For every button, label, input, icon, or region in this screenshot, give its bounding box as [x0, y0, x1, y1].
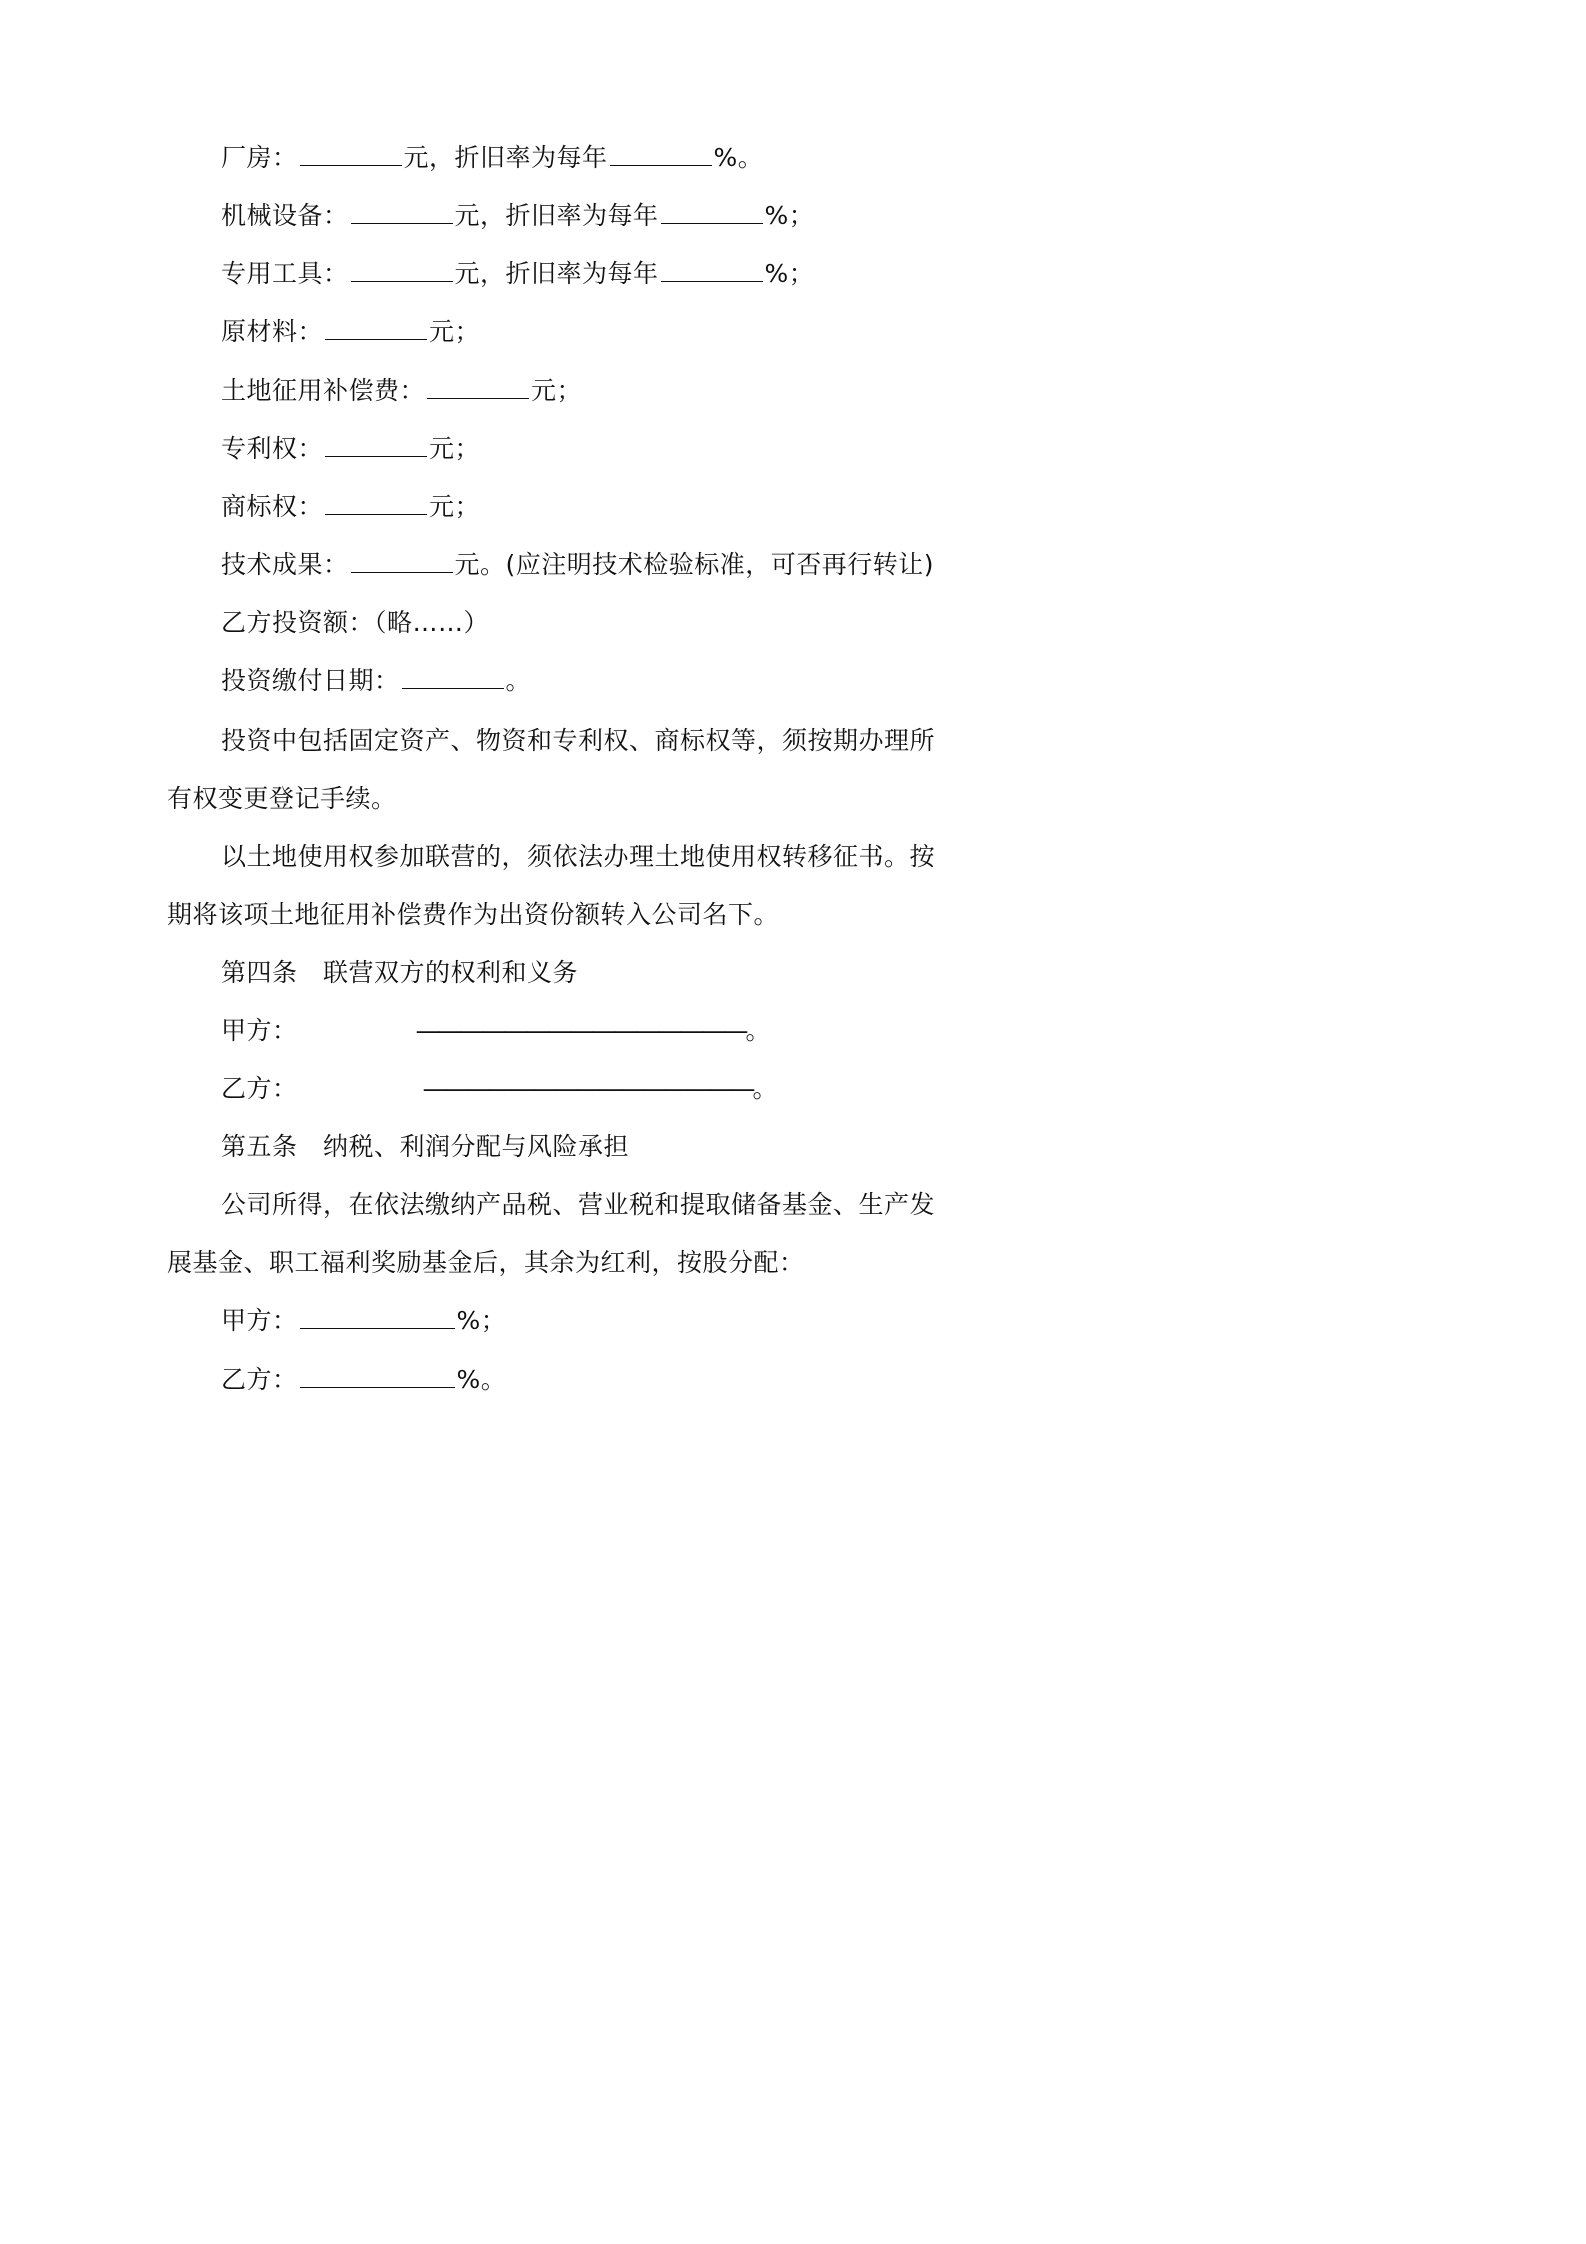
article-4-yifang-dashes: ———————————————	[422, 1074, 753, 1103]
line-gongju	[221, 257, 814, 291]
changfang-rate-blank	[610, 143, 712, 166]
gongju-mid: 元，折旧率为每年	[454, 259, 659, 288]
jiaofu-end: 。	[505, 666, 532, 695]
line-jishu	[221, 548, 934, 582]
tudi-label: 土地征用补偿费：	[221, 376, 426, 405]
paragraph-2-line-1: 以土地使用权参加联营的，须依法办理土地使用权转移征书。按	[221, 842, 936, 871]
changfang-amount-blank	[300, 143, 402, 166]
jixie-label: 机械设备：	[221, 201, 349, 230]
line-tudi	[221, 374, 582, 408]
article-4-yifang-end: 。	[752, 1074, 779, 1103]
jishu-label: 技术成果：	[221, 550, 349, 579]
tudi-amount-blank	[427, 376, 529, 399]
line-yifang-touzi	[221, 606, 489, 640]
article-5-jiafang	[221, 1304, 506, 1338]
gongju-label: 专用工具：	[221, 259, 349, 288]
jixie-rate-blank	[661, 201, 763, 224]
article-4-jiafang-dashes: ———————————————	[415, 1016, 746, 1045]
article-5-para-line-2: 展基金、职工福利奖励基金后，其余为红利，按股分配：	[167, 1248, 805, 1277]
changfang-label: 厂房：	[221, 143, 298, 172]
gongju-rate-blank	[661, 259, 763, 282]
jixie-mid: 元，折旧率为每年	[454, 201, 659, 230]
line-jiaofu	[221, 664, 531, 698]
article-5-yifang	[221, 1363, 506, 1397]
shangbiao-amount-blank	[325, 492, 427, 515]
article-5-yifang-label: 乙方：	[221, 1365, 298, 1394]
gongju-end: %；	[764, 259, 815, 288]
paragraph-1-line-1: 投资中包括固定资产、物资和专利权、商标权等，须按期办理所	[221, 726, 936, 755]
tudi-end: 元；	[531, 376, 583, 405]
yuancailiao-amount-blank	[325, 317, 427, 340]
document-page	[0, 0, 1105, 1567]
jiaofu-date-blank	[402, 666, 504, 689]
gongju-amount-blank	[351, 259, 453, 282]
jishu-end: 元。(应注明技术检验标准，可否再行转让)	[454, 550, 935, 579]
zhuanli-amount-blank	[325, 434, 427, 457]
zhuanli-end: 元；	[429, 434, 481, 463]
paragraph-2-line-2: 期将该项土地征用补偿费作为出资份额转入公司名下。	[167, 900, 780, 929]
jishu-amount-blank	[351, 550, 453, 573]
article-4-heading: 第四条 联营双方的权利和义务	[221, 958, 579, 987]
line-zhuanli	[221, 432, 480, 466]
line-jixie	[221, 199, 814, 233]
article-5-yifang-percent-blank	[300, 1365, 455, 1388]
shangbiao-end: 元；	[429, 492, 481, 521]
jiaofu-label: 投资缴付日期：	[221, 666, 400, 695]
jixie-amount-blank	[351, 201, 453, 224]
yifang-touzi-text: 乙方投资额：（略……）	[221, 608, 490, 637]
article-4-yifang-label: 乙方：	[221, 1074, 298, 1103]
zhuanli-label: 专利权：	[221, 434, 324, 463]
line-yuancailiao	[221, 315, 480, 349]
article-4-jiafang	[221, 1014, 771, 1048]
article-4-jiafang-label: 甲方：	[221, 1016, 298, 1045]
article-5-yifang-end: %。	[456, 1365, 507, 1394]
yuancailiao-end: 元；	[429, 317, 481, 346]
shangbiao-label: 商标权：	[221, 492, 324, 521]
article-5-jiafang-end: %；	[456, 1306, 507, 1335]
article-5-heading: 第五条 纳税、利润分配与风险承担	[221, 1132, 630, 1161]
article-5-jiafang-label: 甲方：	[221, 1306, 298, 1335]
jixie-end: %；	[764, 201, 815, 230]
line-changfang	[221, 141, 763, 175]
changfang-end: %。	[713, 143, 764, 172]
article-4-jiafang-end: 。	[745, 1016, 772, 1045]
article-4-yifang	[221, 1072, 778, 1106]
article-5-jiafang-percent-blank	[300, 1306, 455, 1329]
line-shangbiao	[221, 490, 480, 524]
yuancailiao-label: 原材料：	[221, 317, 324, 346]
changfang-mid: 元，折旧率为每年	[403, 143, 608, 172]
paragraph-1-line-2: 有权变更登记手续。	[167, 784, 397, 813]
article-5-para-line-1: 公司所得，在依法缴纳产品税、营业税和提取储备基金、生产发	[221, 1190, 936, 1219]
